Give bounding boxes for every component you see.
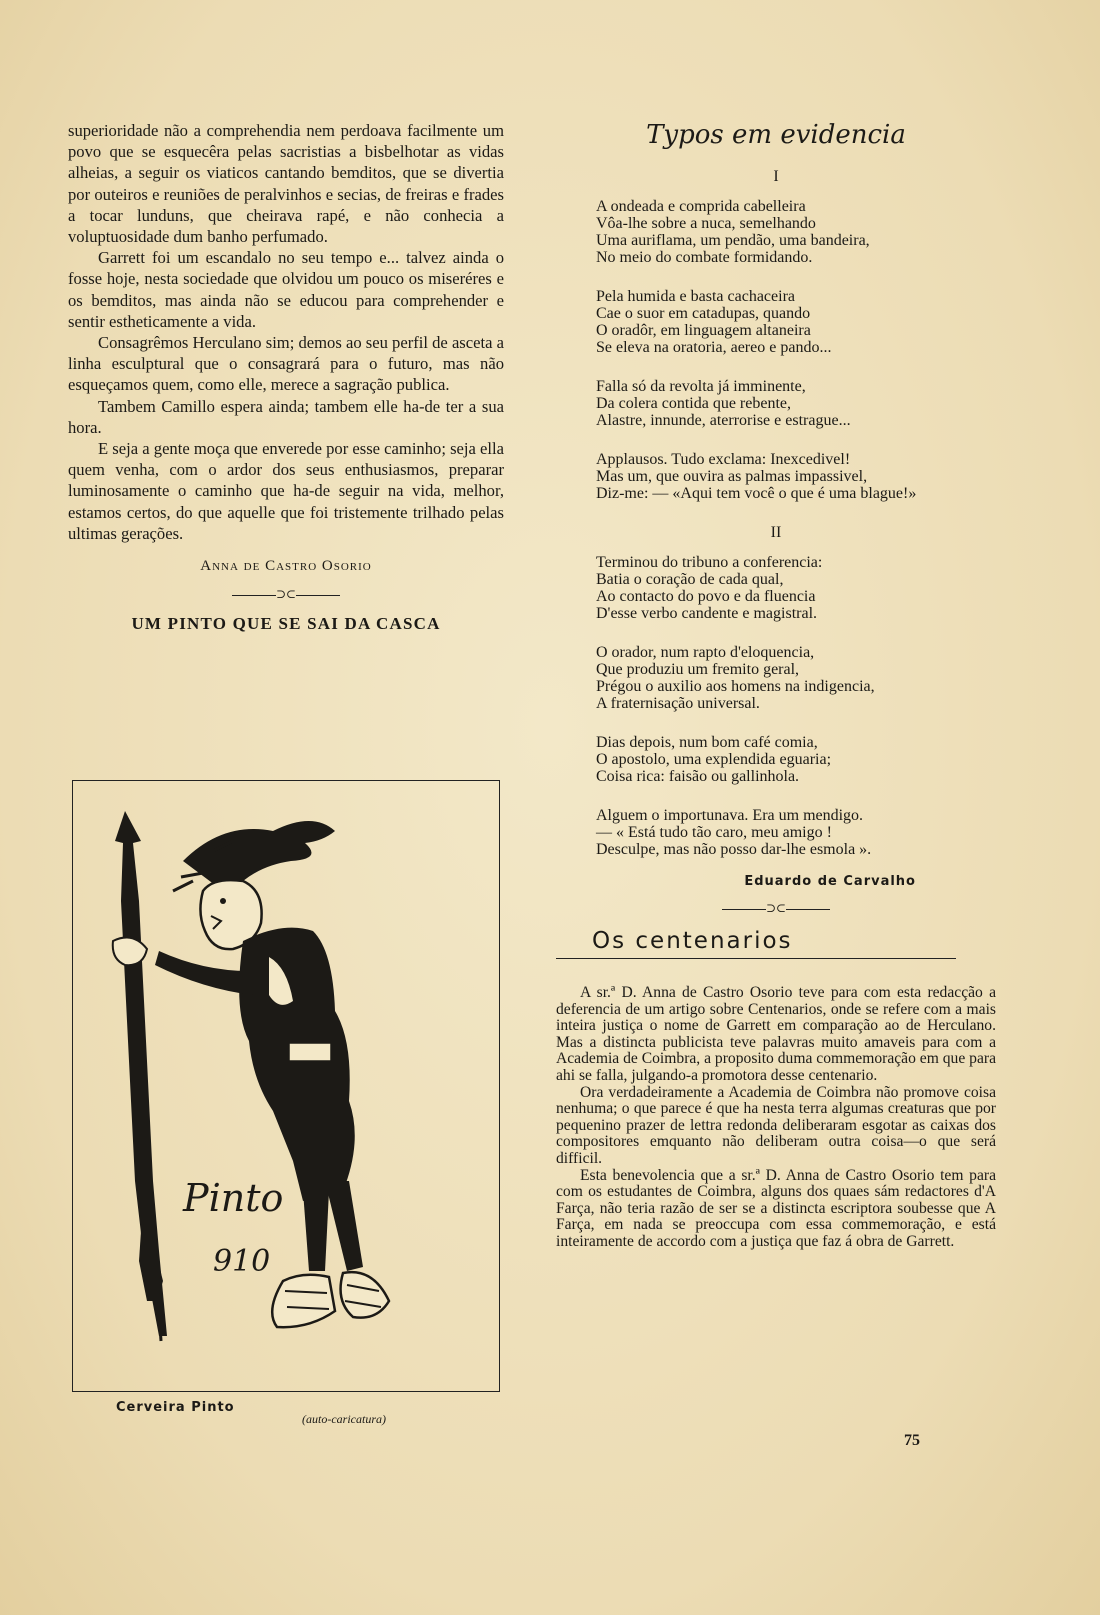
right-column [556,120,996,1251]
poem-signature: Eduardo de Carvalho [744,874,916,889]
stanza [596,554,996,622]
figure-caption-note: (auto-caricatura) [302,1412,386,1426]
verse-line: Dias depois, num bom café comia, [596,734,818,751]
verse-line: Coisa rica: faisão ou gallinhola. [596,768,800,785]
verse-line: O apostolo, uma explendida eguaria; [596,751,832,768]
verse-line: Batia o coração de cada qual, [596,571,784,588]
ornament-divider [68,587,504,602]
paragraph-5: E seja a gente moça que enverede por esse caminho; seja ella quem venha, com o ardor dos seus enthusiasmos, preparar luminosamente o caminho que ha-de seguir na vida, melhor, estamos certos, do que aquelle que foi tristemente trilhado pelas ultimas gerações. [68,439,504,543]
verse-line: Prégou o auxilio aos homens na indigencia, [596,678,875,695]
verse-line: Mas um, que ouvira as palmas impassivel, [596,468,868,485]
stanza [596,644,996,712]
stanza [596,451,996,502]
verse-line: D'esse verbo candente e magistral. [596,605,818,622]
verse-line: Vôa-lhe sobre a nuca, semelhando [596,215,816,232]
verse-line: Da colera contida que rebente, [596,395,792,412]
stanza [596,198,996,266]
paragraph-3: Consagrêmos Herculano sim; demos ao seu perfil de asceta a linha esculptural que o consagrará para o futuro, mas não esqueçamos quem, como elle, merece a sagração publica. [68,333,504,395]
poem-title: Typos em evidencia [646,120,906,150]
verse-line: Falla só da revolta já imminente, [596,378,806,395]
article-title: Os centenarios [592,928,793,954]
stanza [596,378,996,429]
article-paragraph: Ora verdadeiramente a Academia de Coimbra não promove coisa nenhuma; o que parece é que ha nesta terra algumas creaturas que por pequenino prazer de lettra redonda deliberaram esgotar as caixas dos compositores emquanto não deliberam outra coisa—o que será difficil. [556,1083,996,1167]
article-paragraph: Esta benevolencia que a sr.ª D. Anna de Castro Osorio tem para com os estudantes de Coimbra, alguns dos quaes sám redactores d'A Farça, não teria razão de ser se a distincta escriptora soubesse que A Farça, em nada se preoccupa com essa commemoração, e está inteiramente de accordo com a justiça que faz á obra de Garrett. [556,1166,996,1250]
poem-part-1-label: I [773,168,779,185]
verse-line: Que produziu um fremito geral, [596,661,800,678]
artist-year: 910 [213,1244,271,1279]
article-signature: Anna de Castro Osorio [200,558,372,575]
verse-line: Applausos. Tudo exclama: Inexcedivel! [596,451,851,468]
stanza [596,807,996,858]
verse-line: No meio do combate formidando. [596,249,813,266]
verse-line: Alguem o importunava. Era um mendigo. [596,807,864,824]
verse-line: O oradôr, em linguagem altaneira [596,322,811,339]
stanza [596,734,996,785]
ornament-divider [556,901,996,916]
caricature-drawing [73,781,499,1391]
verse-line: Ao contacto do povo e da fluencia [596,588,816,605]
verse-line: Uma auriflama, um pendão, uma bandeira, [596,232,870,249]
article-paragraph: A sr.ª D. Anna de Castro Osorio teve para com esta redacção a deferencia de um artigo sobre Centenarios, onde se refere com a mais inteira justiça o nome de Garrett em comparação ao de Herculano. Mas a distincta publicista teve palavras muito amaveis para com a Academia de Coimbra, a proposito duma commemoração em que para ahi se falla, julgando-a promotora desse centenario. [556,984,996,1084]
verse-line: Terminou do tribuno a conferencia: [596,554,823,571]
verse-line: Alastre, innunde, aterrorise e estrague... [596,412,851,429]
left-column [68,120,504,648]
page-number: 75 [904,1432,920,1449]
poem-part-2-label: II [770,524,782,541]
cartoon-title: UM PINTO QUE SE SAI DA CASCA [131,614,441,634]
verse-line: A fraternisação universal. [596,695,760,712]
figure-caption-name: Cerveira Pinto [116,1400,235,1415]
paragraph-1: superioridade não a comprehendia nem perdoava facilmente um povo que se esquecêra pelas sacristias a bisbelhotar as vidas alheias, a seguir os viaticos cantando bemditos, que se divertia por outeiros e reuniões de peralvinhos e secias, de freiras e frades a tocar lunduns, que cheirava rapé, e não conhecia a voluptuosidade dum banho perfumado. [68,121,504,247]
verse-line: Desculpe, mas não posso dar-lhe esmola ». [596,841,872,858]
verse-line: Se eleva na oratoria, aereo e pando... [596,339,832,356]
caricature-illustration [72,780,500,1392]
verse-line: Pela humida e basta cachaceira [596,288,795,305]
verse-line: — « Está tudo tão caro, meu amigo ! [596,824,832,841]
verse-line: A ondeada e comprida cabelleira [596,198,806,215]
paragraph-2: Garrett foi um escandalo no seu tempo e... talvez ainda o fosse hoje, nesta sociedade que olvidou um pouco os miseréres e os bemditos, mas ainda não se educou para comprehender e sentir estheticamente a vida. [68,248,504,331]
artist-signature: Pinto [183,1176,284,1220]
title-rule [556,958,956,959]
paragraph-4: Tambem Camillo espera ainda; tambem elle ha-de ter a sua hora. [68,396,504,437]
ornament-glyph: ⊃⊂ [275,587,297,602]
ornament-glyph: ⊃⊂ [765,901,787,915]
stanza [596,288,996,356]
verse-line: Diz-me: — «Aqui tem você o que é uma blague!» [596,485,917,502]
verse-line: O orador, num rapto d'eloquencia, [596,644,815,661]
verse-line: Cae o suor em catadupas, quando [596,305,811,322]
